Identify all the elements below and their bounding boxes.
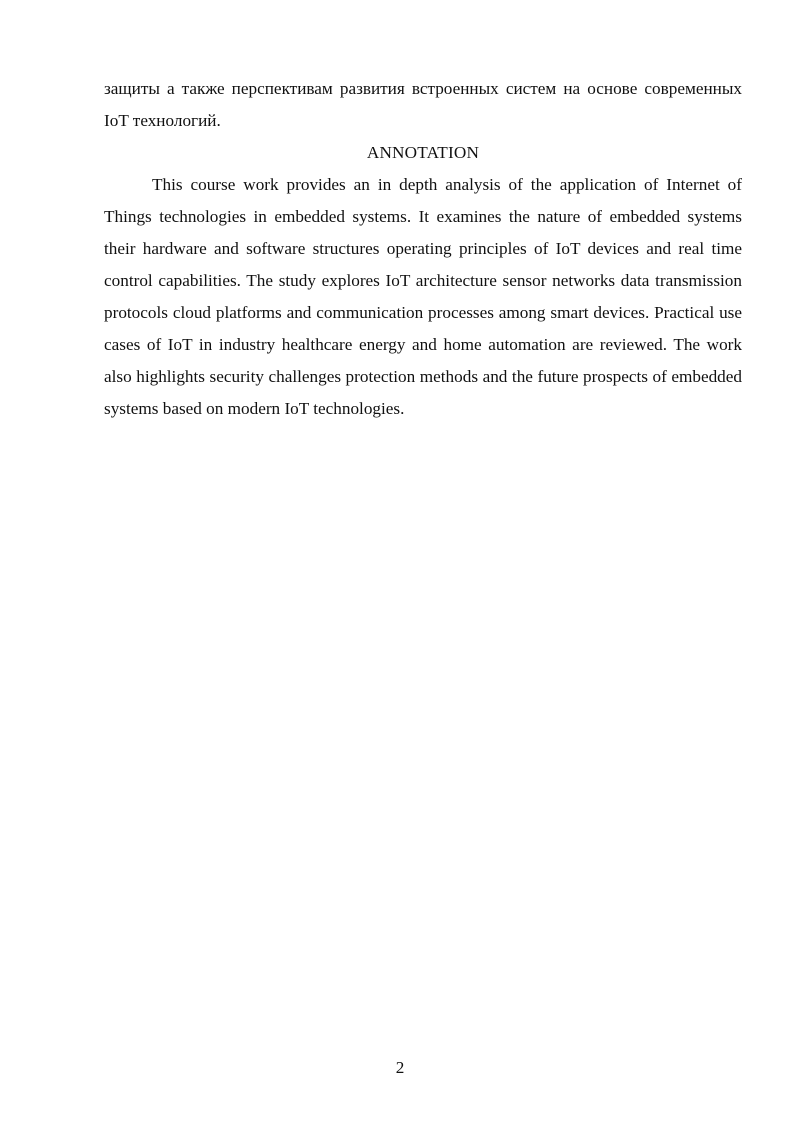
annotation-heading: ANNOTATION	[366, 143, 480, 162]
intro-paragraph: защиты а также перспективам развития встроенных систем на основе современных IoT технологий.	[104, 79, 742, 130]
page-content	[104, 73, 742, 425]
annotation-paragraph: This course work provides an in depth analysis of the application of Internet of Things technologies in embedded systems. It examines the nature of embedded systems their hardware and software structures operating principles of IoT devices and real time control capabilities. The study explores IoT architecture sensor networks data transmission protocols cloud platforms and communication processes among smart devices. Practical use cases of IoT in industry healthcare energy and home automation are reviewed. The work also highlights security challenges protection methods and the future prospects of embedded systems based on modern IoT technologies.	[104, 175, 742, 418]
page-number: 2	[395, 1058, 405, 1077]
